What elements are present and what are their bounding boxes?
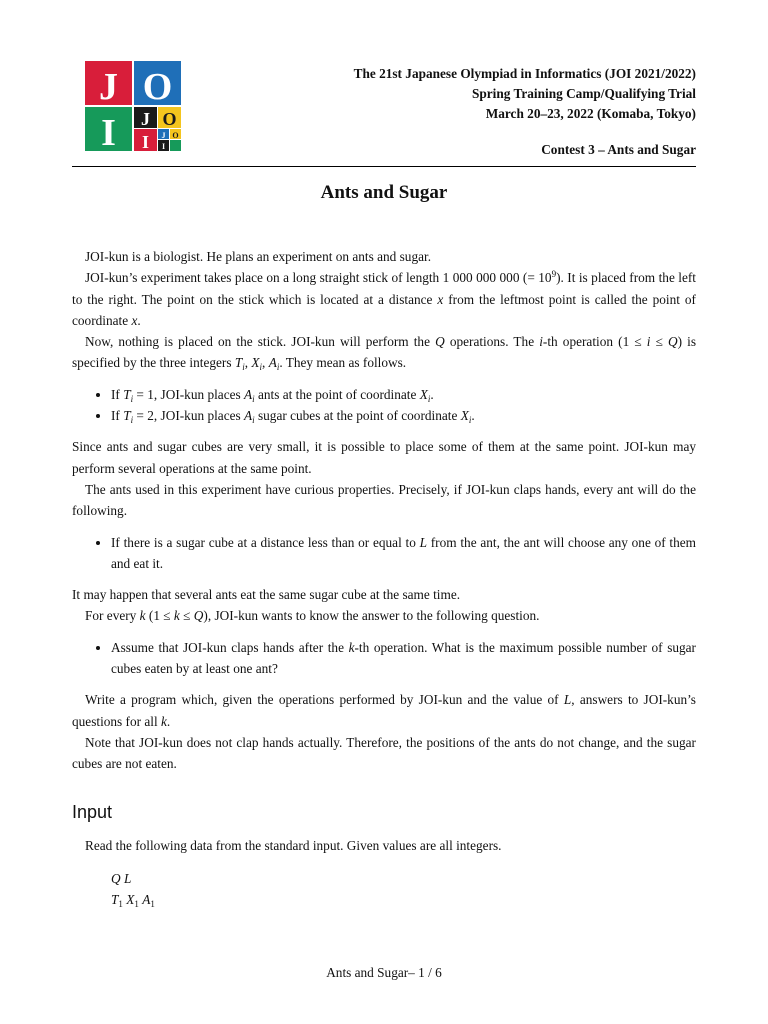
list-item: • If $T_i = 1$, JOI-kun places $A_i$ ants at the point of coordinate $X_i$. — [111, 384, 696, 405]
svg-text:I: I — [141, 132, 150, 151]
question-list — [72, 637, 696, 680]
svg-text:J: J — [141, 109, 150, 129]
page-title: Ants and Sugar — [320, 182, 448, 203]
ant-rule-list — [72, 532, 696, 575]
paragraph: For every k (1 ≤ k ≤ Q), JOI-kun wants to know the answer to the following question. — [85, 608, 540, 624]
paragraph: Note that JOI-kun does not clap hands actually. Therefore, the positions of the ants do not change, and the sugar cubes are not eaten. — [72, 734, 696, 772]
header-contest: Contest 3 – Ants and Sugar — [541, 142, 696, 157]
paragraph: The ants used in this experiment have curious properties. Precisely, if JOI-kun claps hands, every ant will do the following. — [72, 481, 696, 519]
paragraph: Read the following data from the standard input. Given values are all integers. — [85, 837, 502, 853]
operation-list — [72, 384, 696, 427]
page-footer: Ants and Sugar– 1 / 6 — [326, 965, 442, 980]
list-item: • If there is a sugar cube at a distance less than or equal to L from the ant, the ant will choose any one of them and eat it. — [111, 532, 696, 575]
section-heading-input: Input — [72, 801, 113, 822]
header-olympiad: The 21st Japanese Olympiad in Informatics (JOI 2021/2022) — [353, 66, 696, 81]
list-item: • If $T_i = 2$, JOI-kun places $A_i$ sugar cubes at the point of coordinate $X_i$. — [111, 405, 696, 426]
svg-text:I: I — [161, 142, 166, 151]
svg-text:O: O — [142, 66, 173, 108]
svg-text:I: I — [101, 112, 116, 151]
svg-text:O: O — [162, 109, 177, 129]
problem-statement — [72, 246, 696, 910]
paragraph: Since ants and sugar cubes are very small, it is possible to place some of them at the same point. JOI-kun may perform several operations at the same point. — [72, 439, 696, 476]
header-date: March 20–23, 2022 (Komaba, Tokyo) — [485, 106, 696, 121]
input-format-line: $T_1$ $X_1$ $A_1$ — [111, 891, 155, 909]
joi-logo — [85, 61, 181, 151]
paragraph: It may happen that several ants eat the same sugar cube at the same time. — [72, 587, 461, 603]
paragraph: Now, nothing is placed on the stick. JOI-kun will perform the Q operations. The i-th operation (1 ≤ i ≤ Q) is specified by the three integers $T_i$, $X_i$, $A_i$. They mean as follows. — [72, 334, 697, 373]
svg-text:J: J — [161, 131, 166, 140]
paragraph: JOI-kun’s experiment takes place on a long straight stick of length 1 000 000 000 (= $10^9$). It is placed from the left to the right. The point on the stick which is located at a distance x from the leftmost point is called the point of coordinate x. — [72, 269, 697, 328]
input-format-line: Q L — [111, 870, 132, 886]
header-rule — [72, 166, 696, 167]
paragraph: Write a program which, given the operations performed by JOI-kun and the value of L, answers to JOI-kun’s questions for all k. — [72, 692, 696, 729]
header-camp: Spring Training Camp/Qualifying Trial — [471, 86, 696, 101]
svg-text:J: J — [99, 66, 118, 108]
list-item: • Assume that JOI-kun claps hands after the k-th operation. What is the maximum possible number of sugar cubes eaten by at least one ant? — [111, 637, 696, 680]
paragraph: JOI-kun is a biologist. He plans an experiment on ants and sugar. — [85, 249, 432, 264]
svg-text:O: O — [172, 131, 179, 140]
